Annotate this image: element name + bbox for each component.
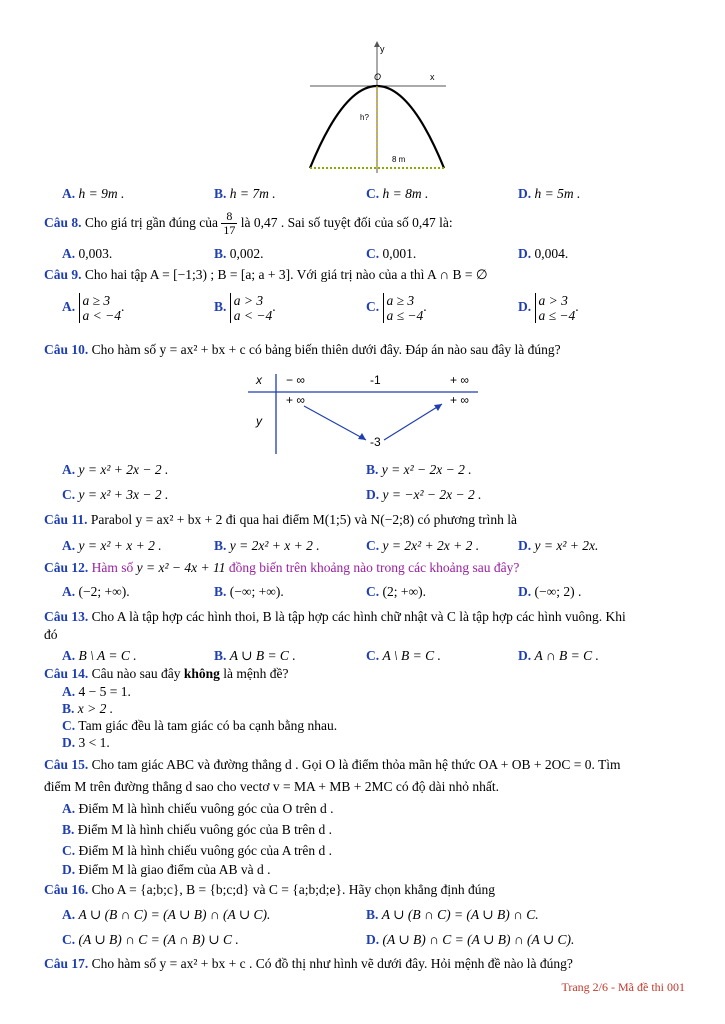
table-y-label: y bbox=[256, 414, 262, 428]
q15-option-b[interactable] bbox=[62, 822, 332, 838]
line: a ≤ −4 bbox=[538, 308, 576, 323]
option-text: 0,003. bbox=[78, 246, 113, 261]
q7-option-d[interactable] bbox=[518, 186, 580, 202]
option-letter: D. bbox=[518, 186, 532, 201]
q10-option-b[interactable] bbox=[366, 462, 472, 478]
q16-option-b[interactable] bbox=[366, 907, 539, 923]
question-label: Câu 8. bbox=[44, 215, 82, 230]
table-x-minus-inf: − ∞ bbox=[286, 373, 305, 387]
option-letter: B. bbox=[214, 246, 227, 261]
q9-option-b[interactable]: B. a > 3 a < −4. bbox=[214, 293, 276, 323]
option-text: h = 9m . bbox=[78, 186, 125, 201]
option-letter: D. bbox=[518, 648, 532, 663]
q7-option-b[interactable] bbox=[214, 186, 276, 202]
option-text: Điểm M là hình chiếu vuông góc của O trên d . bbox=[78, 801, 334, 816]
option-text: (−2; +∞). bbox=[78, 584, 130, 599]
q8-stem bbox=[44, 208, 453, 238]
question-text: là mệnh đề? bbox=[223, 666, 289, 681]
option-letter: C. bbox=[62, 718, 76, 733]
denominator: 17 bbox=[223, 223, 236, 238]
inequality-system bbox=[230, 293, 272, 323]
option-letter: B. bbox=[366, 462, 379, 477]
option-letter: B. bbox=[214, 299, 227, 315]
option-text: (−∞; 2) . bbox=[534, 584, 582, 599]
option-letter: C. bbox=[62, 487, 76, 502]
numerator: 8 bbox=[221, 210, 237, 224]
option-letter: A. bbox=[62, 907, 76, 922]
table-x-label: x bbox=[256, 373, 262, 387]
q11-option-d[interactable] bbox=[518, 538, 598, 554]
question-text: là 0,47 . Sai số tuyệt đối của số 0,47 là: bbox=[240, 215, 453, 230]
option-letter: A. bbox=[62, 246, 76, 261]
q16-option-d[interactable] bbox=[366, 932, 574, 948]
q15-option-a[interactable] bbox=[62, 801, 333, 817]
option-text: y = x² + 2x − 2 . bbox=[78, 462, 169, 477]
table-y-right: + ∞ bbox=[450, 393, 469, 407]
option-letter: A. bbox=[62, 299, 76, 315]
q10-option-d[interactable] bbox=[366, 487, 481, 503]
option-letter: D. bbox=[62, 862, 76, 877]
q8-option-d[interactable] bbox=[518, 246, 568, 262]
question-text: Cho A là tập hợp các hình thoi, B là tập hợp các hình chữ nhật và C là tập hợp các hình vuông. Khi bbox=[91, 609, 626, 624]
q11-option-b[interactable] bbox=[214, 538, 320, 554]
option-text: (2; +∞). bbox=[382, 584, 426, 599]
option-letter: A. bbox=[62, 801, 76, 816]
option-text: 3 < 1. bbox=[78, 735, 110, 750]
q16-stem bbox=[44, 882, 495, 898]
width-label: 8 m bbox=[392, 155, 406, 164]
option-text: Điểm M là giao điểm của AB và d . bbox=[78, 862, 271, 877]
option-text: A \ B = C . bbox=[382, 648, 441, 663]
option-text: B \ A = C . bbox=[78, 648, 137, 663]
q14-option-d[interactable] bbox=[62, 735, 110, 751]
option-text: 0,002. bbox=[229, 246, 264, 261]
option-letter: A. bbox=[62, 538, 76, 553]
option-letter: C. bbox=[62, 932, 76, 947]
option-text: (A ∪ B) ∩ C = (A ∪ B) ∩ (A ∪ C). bbox=[382, 932, 575, 947]
line: a > 3 bbox=[233, 293, 264, 308]
q16-option-a[interactable] bbox=[62, 907, 270, 923]
option-letter: D. bbox=[366, 487, 380, 502]
question-label: Câu 13. bbox=[44, 609, 89, 624]
q12-option-c[interactable] bbox=[366, 584, 426, 600]
option-letter: D. bbox=[518, 299, 532, 315]
option-letter: A. bbox=[62, 462, 76, 477]
option-text: A ∪ B = C . bbox=[229, 648, 296, 663]
y-axis-label: y bbox=[380, 44, 385, 54]
q12-stem bbox=[44, 560, 519, 576]
option-letter: B. bbox=[62, 701, 75, 716]
height-label: h? bbox=[360, 113, 369, 122]
option-text: A ∪ (B ∩ C) = (A ∪ B) ∩ C. bbox=[381, 907, 539, 922]
table-y-left: + ∞ bbox=[286, 393, 305, 407]
q10-option-a[interactable] bbox=[62, 462, 168, 478]
q9-option-c[interactable]: C. a ≥ 3 a ≤ −4. bbox=[366, 293, 427, 323]
option-letter: D. bbox=[518, 538, 532, 553]
question-text: Cho A = {a;b;c}, B = {b;c;d} và C = {a;b;d;e}. Hãy chọn khẳng định đúng bbox=[91, 882, 495, 897]
page-footer: Trang 2/6 - Mã đề thi 001 bbox=[561, 980, 685, 994]
question-text: Cho giá trị gần đúng của bbox=[84, 215, 218, 230]
option-letter: C. bbox=[366, 538, 380, 553]
option-letter: C. bbox=[366, 648, 380, 663]
option-letter: B. bbox=[214, 584, 227, 599]
option-text: Điểm M là hình chiếu vuông góc của B trên d . bbox=[77, 822, 332, 837]
question-label: Câu 17. bbox=[44, 956, 89, 971]
inequality-system bbox=[535, 293, 576, 323]
option-text: h = 8m . bbox=[382, 186, 429, 201]
q11-stem bbox=[44, 512, 517, 528]
option-text: Điểm M là hình chiếu vuông góc của A trên d . bbox=[78, 843, 332, 858]
question-text: Cho hai tập A = [−1;3) ; B = [a; a + 3]. Với giá trị nào của a thì A ∩ B = ∅ bbox=[84, 267, 488, 282]
q8-option-c[interactable] bbox=[366, 246, 416, 262]
q14-stem bbox=[44, 666, 289, 682]
option-text: y = x² − 2x − 2 . bbox=[381, 462, 472, 477]
q11-option-c[interactable] bbox=[366, 538, 479, 554]
option-letter: C. bbox=[366, 186, 380, 201]
option-text: h = 5m . bbox=[534, 186, 581, 201]
option-letter: A. bbox=[62, 648, 76, 663]
q15-stem bbox=[44, 757, 620, 773]
q7-option-a[interactable] bbox=[62, 186, 124, 202]
q13-option-a[interactable] bbox=[62, 648, 137, 664]
line: a < −4 bbox=[82, 308, 121, 323]
q13-stem bbox=[44, 609, 626, 625]
q13-stem-cont: đó bbox=[44, 627, 58, 642]
option-text: Tam giác đều là tam giác có ba cạnh bằng nhau. bbox=[78, 718, 338, 733]
x-axis-label: x bbox=[430, 72, 435, 82]
q14-option-c[interactable] bbox=[62, 718, 337, 734]
line: a ≤ −4 bbox=[386, 308, 424, 323]
option-text: A ∩ B = C . bbox=[534, 648, 599, 663]
option-text: y = x² + 2x. bbox=[534, 538, 599, 553]
q17-stem bbox=[44, 956, 573, 972]
variation-table bbox=[244, 370, 484, 458]
inequality-system bbox=[383, 293, 424, 323]
question-text: Cho hàm số y = ax² + bx + c . Có đồ thị như hình vẽ dưới đây. Hỏi mệnh đề nào là đúng? bbox=[91, 956, 573, 971]
question-text: Parabol y = ax² + bx + 2 đi qua hai điểm M(1;5) và N(−2;8) có phương trình là bbox=[90, 512, 518, 527]
option-text: A ∪ (B ∩ C) = (A ∪ B) ∩ (A ∪ C). bbox=[78, 907, 271, 922]
q8-option-a[interactable] bbox=[62, 246, 112, 262]
option-text: (A ∪ B) ∩ C = (A ∩ B) ∪ C . bbox=[78, 932, 239, 947]
q14-option-b[interactable] bbox=[62, 701, 113, 717]
question-label: Câu 10. bbox=[44, 342, 89, 357]
option-letter: C. bbox=[366, 246, 380, 261]
option-letter: D. bbox=[518, 584, 532, 599]
option-letter: A. bbox=[62, 186, 76, 201]
q13-option-b[interactable] bbox=[214, 648, 296, 664]
line: a ≥ 3 bbox=[82, 293, 111, 308]
question-label: Câu 14. bbox=[44, 666, 89, 681]
option-letter: A. bbox=[62, 584, 76, 599]
option-letter: A. bbox=[62, 684, 76, 699]
q10-stem bbox=[44, 342, 561, 358]
line: a > 3 bbox=[538, 293, 568, 308]
q12-option-a[interactable] bbox=[62, 584, 130, 600]
option-text: y = −x² − 2x − 2 . bbox=[382, 487, 482, 502]
option-text: 0,001. bbox=[382, 246, 417, 261]
question-label: Câu 15. bbox=[44, 757, 89, 772]
q15-stem-cont: điểm M trên đường thẳng d sao cho vectơ v = MA + MB + 2MC có độ dài nhỏ nhất. bbox=[44, 779, 500, 794]
q11-option-a[interactable] bbox=[62, 538, 162, 554]
option-letter: B. bbox=[62, 822, 75, 837]
q12-option-d[interactable] bbox=[518, 584, 581, 600]
fraction bbox=[221, 210, 237, 237]
table-x-plus-inf: + ∞ bbox=[450, 373, 469, 387]
option-text: 4 − 5 = 1. bbox=[78, 684, 131, 699]
question-text: Cho tam giác ABC và đường thẳng d . Gọi O là điểm thỏa mãn hệ thức OA + OB + 2OC = 0. Tìm bbox=[91, 757, 621, 772]
option-letter: D. bbox=[62, 735, 76, 750]
table-x-vertex: -1 bbox=[370, 373, 381, 387]
option-letter: C. bbox=[366, 584, 380, 599]
option-letter: D. bbox=[518, 246, 532, 261]
q15-option-d[interactable] bbox=[62, 862, 270, 878]
q10-option-c[interactable] bbox=[62, 487, 168, 503]
line: a ≥ 3 bbox=[386, 293, 415, 308]
question-label: Câu 12. bbox=[44, 560, 89, 575]
line: a < −4 bbox=[233, 308, 273, 323]
option-letter: B. bbox=[214, 186, 227, 201]
table-y-min: -3 bbox=[370, 435, 381, 449]
origin-label: O bbox=[374, 72, 382, 82]
option-text: y = x² + x + 2 . bbox=[78, 538, 162, 553]
q9-option-a[interactable]: A. a ≥ 3 a < −4. bbox=[62, 293, 125, 323]
option-text: 0,004. bbox=[534, 246, 569, 261]
q13-option-c[interactable] bbox=[366, 648, 441, 664]
question-text: đồng biến trên khoảng nào trong các khoảng sau đây? bbox=[228, 560, 520, 575]
q16-option-c[interactable] bbox=[62, 932, 239, 948]
q7-option-c[interactable] bbox=[366, 186, 428, 202]
option-text: h = 7m . bbox=[229, 186, 276, 201]
option-letter: C. bbox=[62, 843, 76, 858]
q14-option-a[interactable] bbox=[62, 684, 131, 700]
q13-option-d[interactable] bbox=[518, 648, 599, 664]
option-letter: D. bbox=[366, 932, 380, 947]
option-letter: B. bbox=[366, 907, 379, 922]
question-label: Câu 9. bbox=[44, 267, 82, 282]
parabola-figure bbox=[300, 38, 450, 178]
function-expression: y = x² − 4x + 11 bbox=[136, 560, 226, 575]
option-text: y = 2x² + 2x + 2 . bbox=[382, 538, 480, 553]
question-label: Câu 16. bbox=[44, 882, 89, 897]
option-text: (−∞; +∞). bbox=[229, 584, 284, 599]
q8-option-b[interactable] bbox=[214, 246, 264, 262]
option-letter: C. bbox=[366, 299, 380, 315]
question-text: Câu nào sau đây bbox=[91, 666, 181, 681]
q9-stem bbox=[44, 267, 488, 283]
question-text: Cho hàm số y = ax² + bx + c có bảng biến thiên dưới đây. Đáp án nào sau đây là đúng? bbox=[91, 342, 561, 357]
inequality-system bbox=[79, 293, 121, 323]
option-text: y = 2x² + x + 2 . bbox=[229, 538, 320, 553]
emphasis-text: không bbox=[183, 666, 220, 681]
q12-option-b[interactable] bbox=[214, 584, 284, 600]
option-text: x > 2 . bbox=[77, 701, 114, 716]
option-letter: B. bbox=[214, 538, 227, 553]
q9-option-d[interactable]: D. a > 3 a ≤ −4. bbox=[518, 293, 579, 323]
question-label: Câu 11. bbox=[44, 512, 88, 527]
q15-option-c[interactable] bbox=[62, 843, 332, 859]
option-text: y = x² + 3x − 2 . bbox=[78, 487, 169, 502]
question-text: Hàm số bbox=[91, 560, 134, 575]
option-letter: B. bbox=[214, 648, 227, 663]
